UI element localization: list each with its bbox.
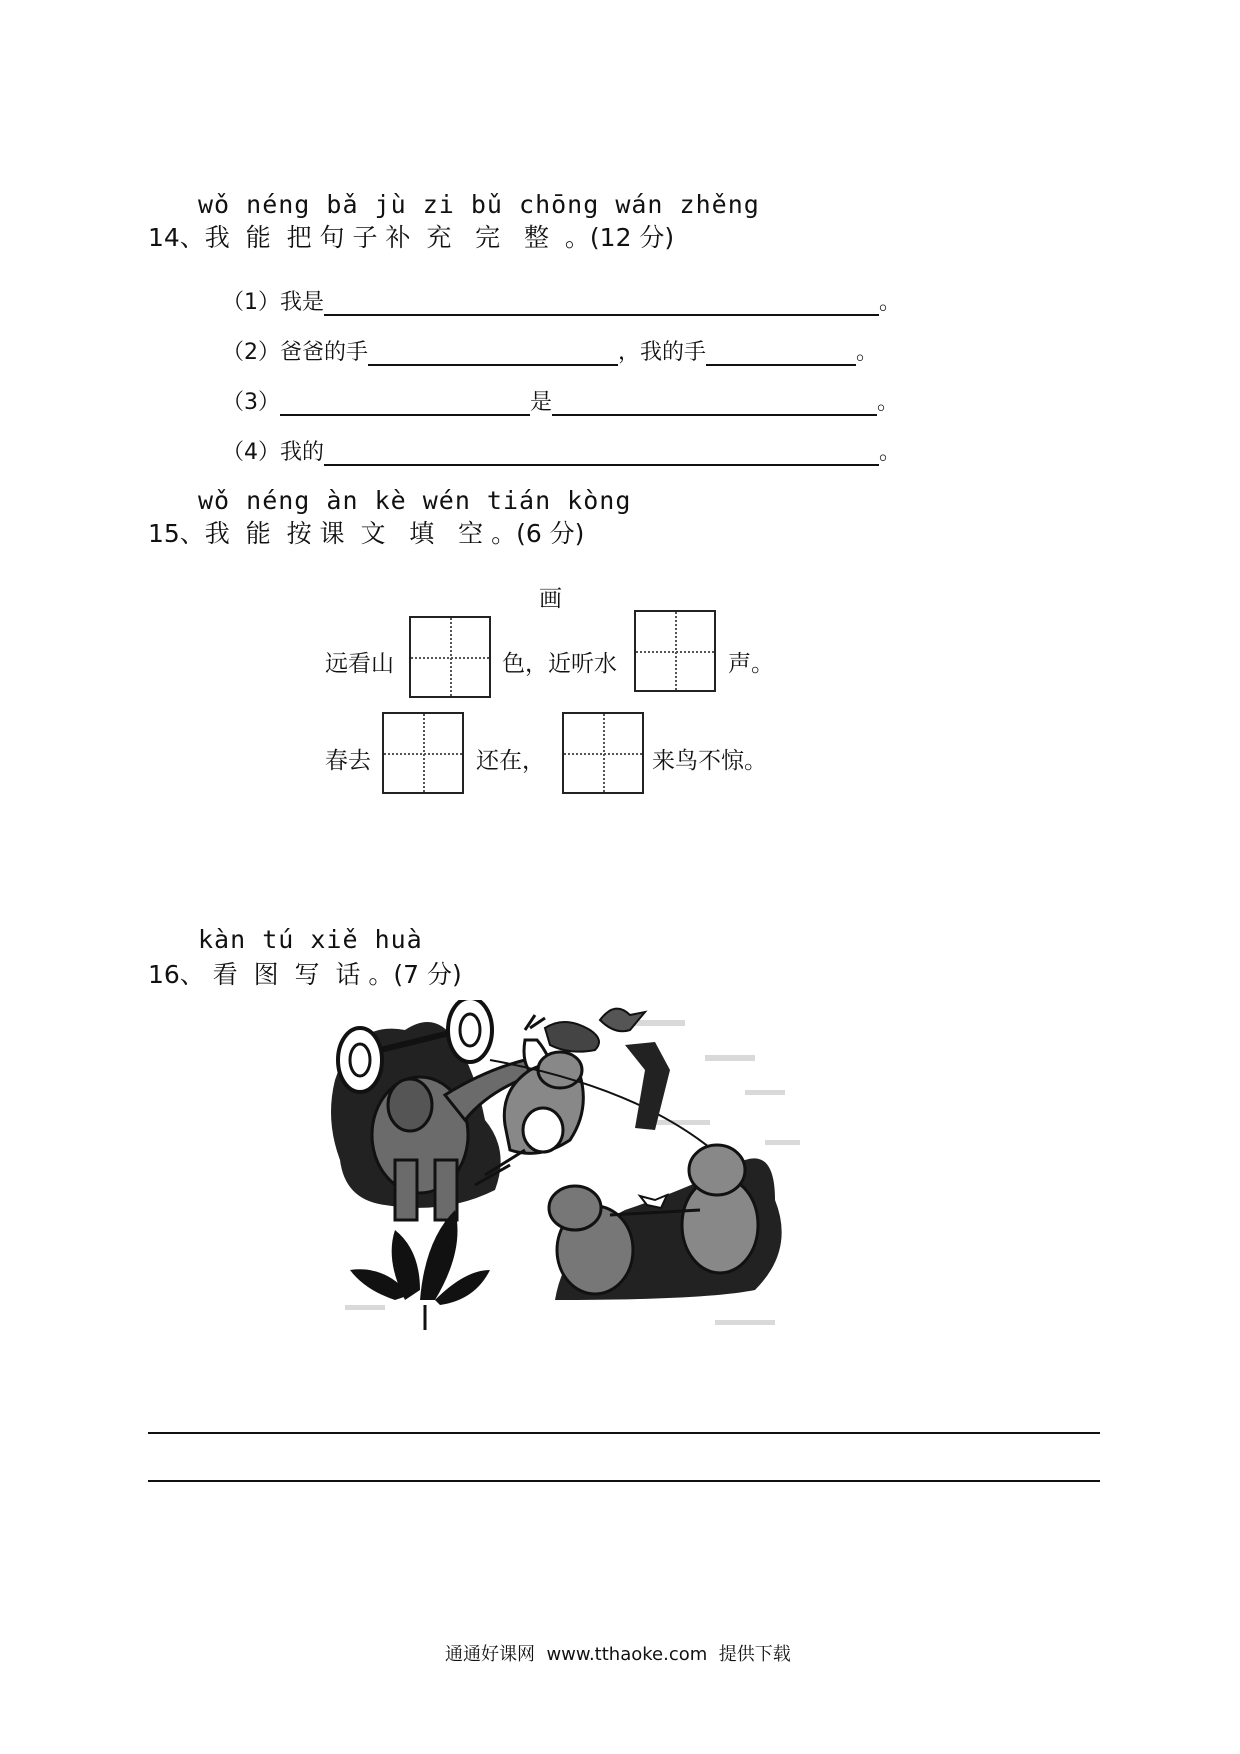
poem-line2-box-1[interactable]	[382, 712, 464, 794]
poem-line1-a: 远看山	[325, 651, 394, 677]
q14-item-1-prefix: （1）我是	[222, 290, 324, 315]
q14-item-3-end: 。	[877, 390, 900, 415]
q14-item-4	[208, 410, 901, 466]
animals-sports-illustration	[325, 1000, 845, 1345]
q14-item-2-end: 。	[856, 340, 879, 365]
q14-item-2-middle: ，我的手	[618, 340, 707, 365]
q14-item-4-blank[interactable]	[324, 440, 879, 466]
q15-heading: 15、我 能 按 课 文 填 空 。(6 分)	[148, 519, 585, 548]
writing-line-2[interactable]	[148, 1480, 1100, 1482]
q16-heading: 16、 看 图 写 话 。(7 分)	[148, 960, 462, 989]
footer-source: 通通好课网 www.tthaoke.com 提供下载	[445, 1644, 791, 1665]
q14-item-2	[208, 310, 878, 366]
q14-item-3-prefix: （3）	[222, 390, 280, 415]
q14-heading: 14、我 能 把 句 子 补 充 完 整 。(12 分)	[148, 223, 675, 252]
q14-item-3	[208, 360, 899, 416]
q14-item-1	[208, 260, 901, 316]
poem-title: 画	[539, 586, 562, 612]
poem-line1-box-1[interactable]	[409, 616, 491, 698]
q14-item-1-end: 。	[879, 290, 902, 315]
q14-item-4-prefix: （4）我的	[222, 440, 324, 465]
poem-line2-a: 春去	[325, 748, 371, 774]
poem-line1-box-2[interactable]	[634, 610, 716, 692]
q14-item-3-middle: 是	[530, 390, 553, 415]
poem-line1-b: 色，近听水	[502, 651, 617, 677]
q15-pinyin: wǒ néng àn kè wén tián kòng	[198, 486, 632, 515]
poem-line1-c: 声。	[728, 651, 774, 677]
poem-line2-box-2[interactable]	[562, 712, 644, 794]
writing-line-1[interactable]	[148, 1432, 1100, 1434]
q14-item-4-end: 。	[879, 440, 902, 465]
q16-pinyin: kàn tú xiě huà	[198, 925, 423, 954]
poem-line2-b: 还在，	[476, 748, 545, 774]
poem-line2-c: 来鸟不惊。	[652, 748, 767, 774]
q14-pinyin: wǒ néng bǎ jù zi bǔ chōng wán zhěng	[198, 190, 760, 219]
q14-item-2-prefix: （2）爸爸的手	[222, 340, 368, 365]
